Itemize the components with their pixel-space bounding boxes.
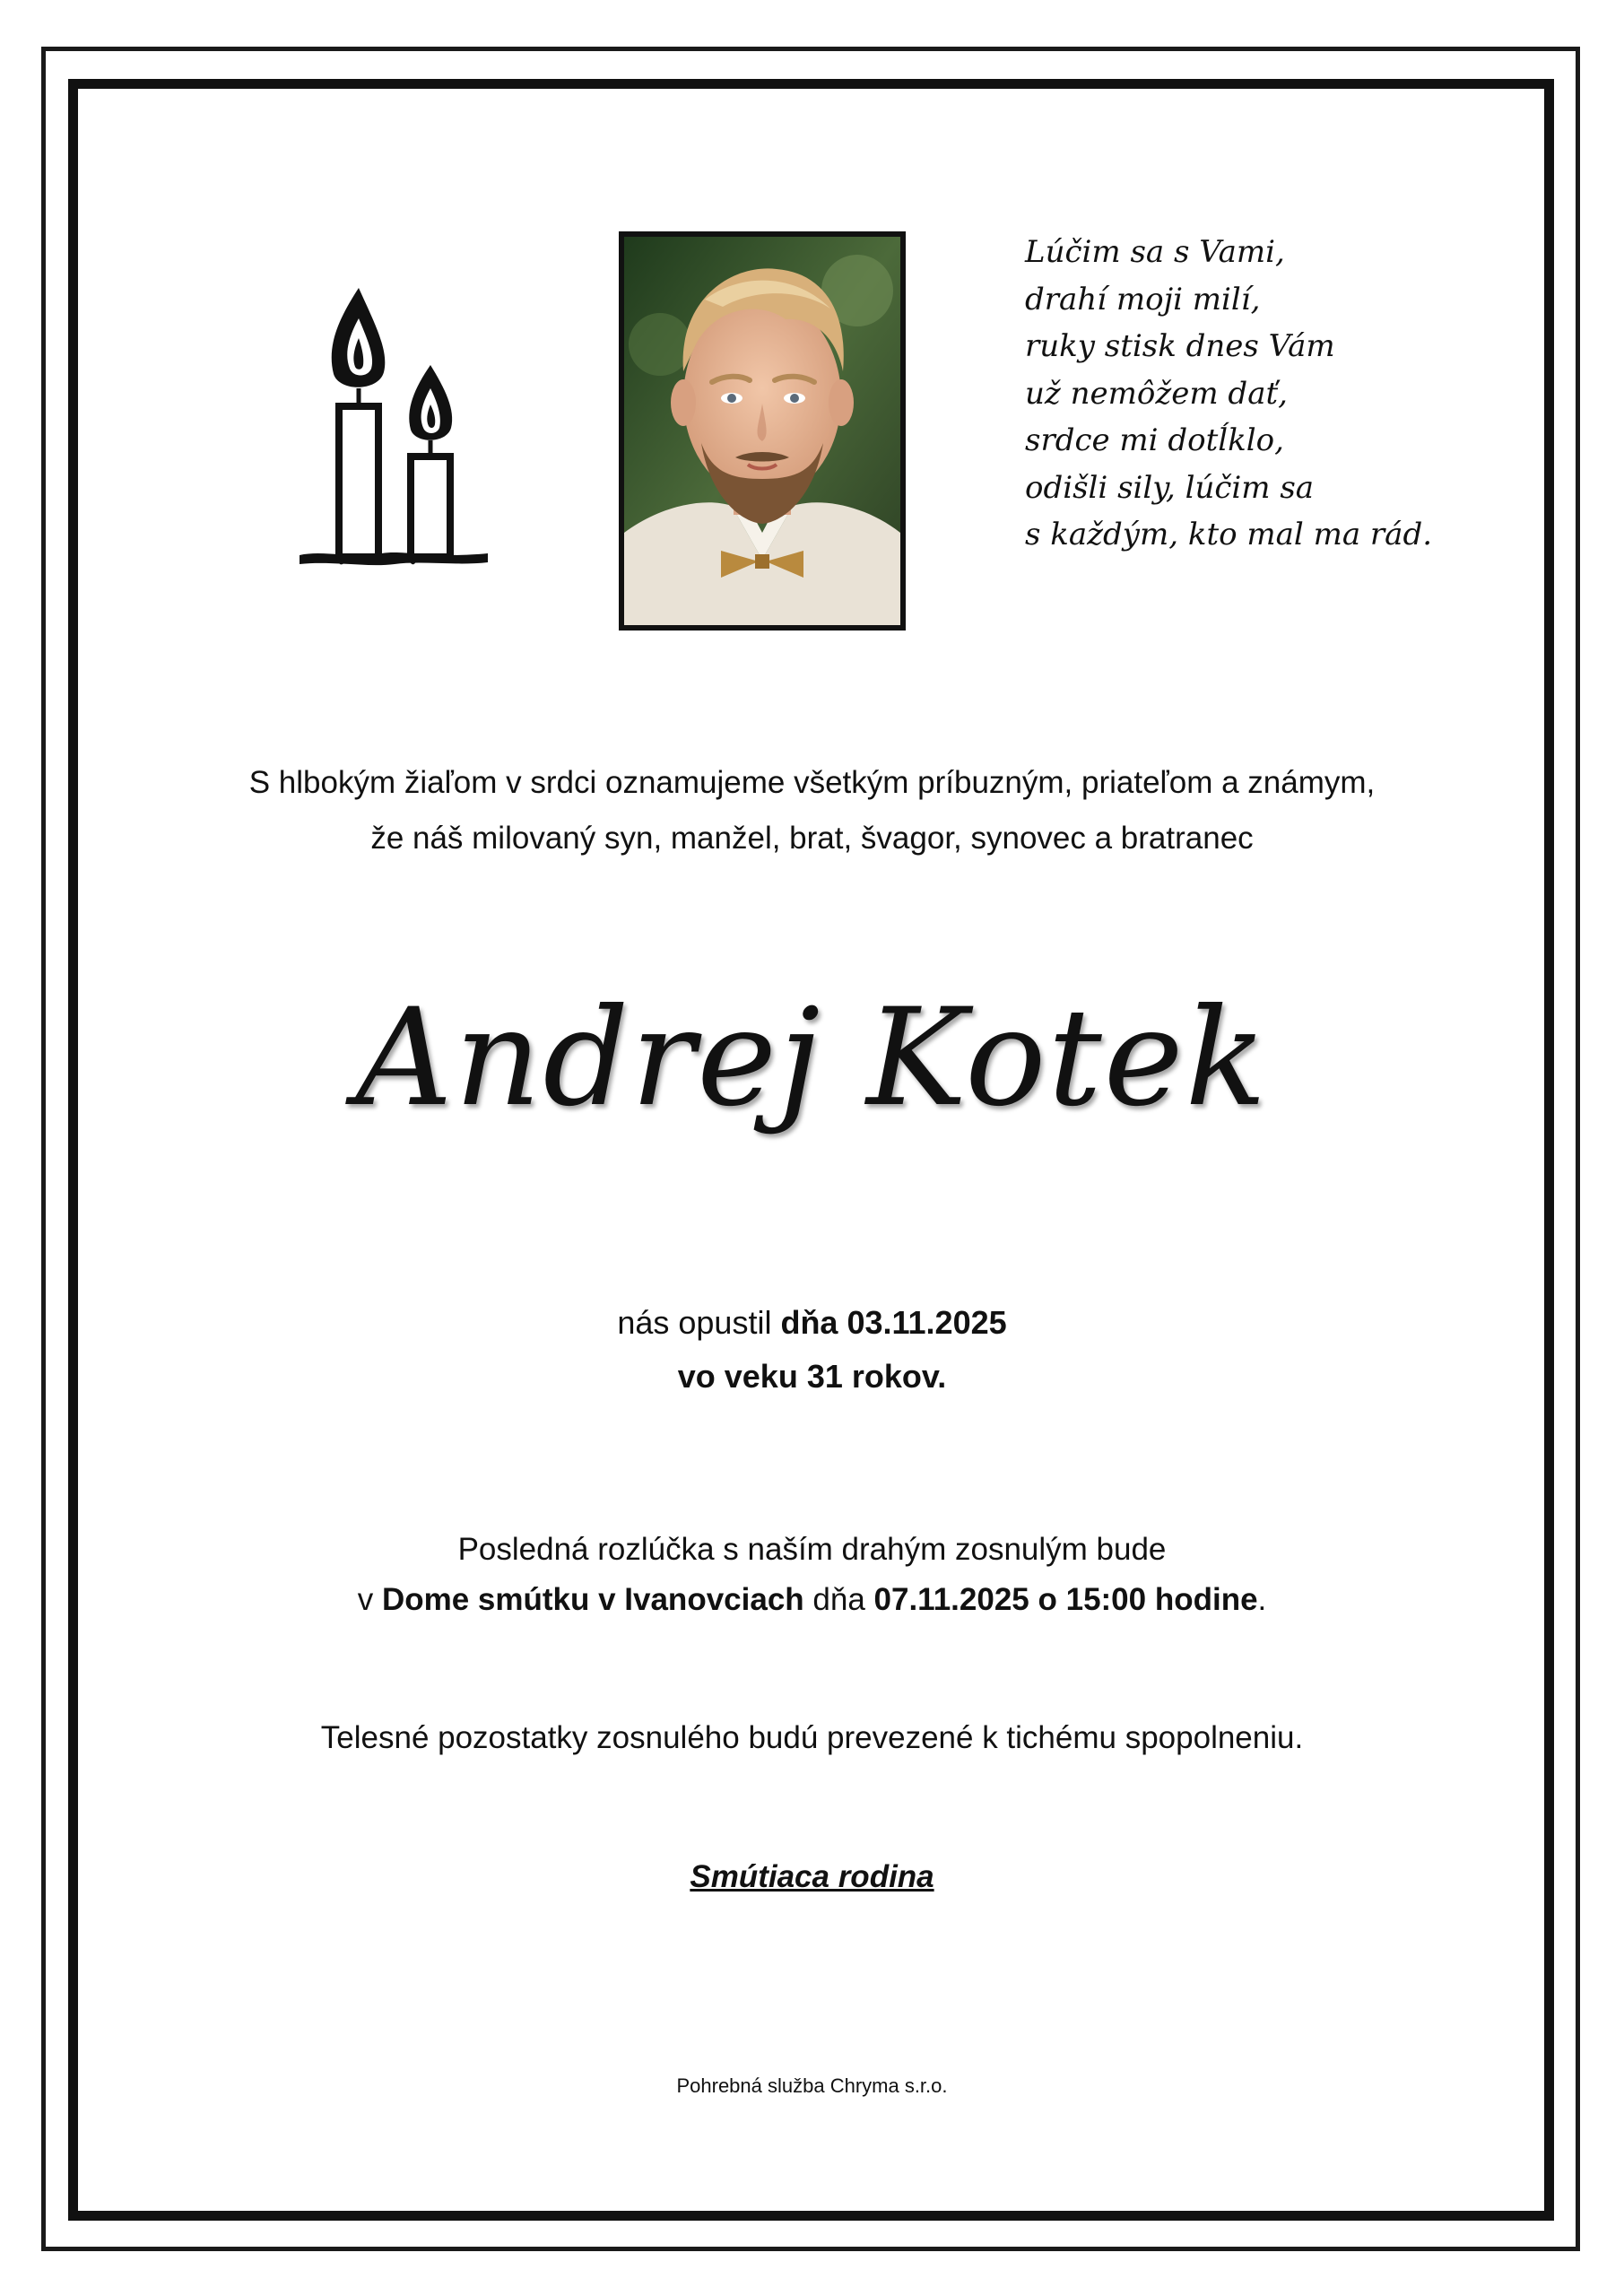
poem-line: ruky stisk dnes Vám bbox=[1025, 328, 1335, 364]
poem-line: s každým, kto mal ma rád. bbox=[1025, 517, 1433, 552]
announcement-intro bbox=[0, 755, 1624, 866]
funeral-service-footer: Pohrebná služba Chryma s.r.o. bbox=[676, 2074, 948, 2097]
ceremony-line-2 bbox=[0, 1575, 1624, 1625]
ceremony-info bbox=[0, 1525, 1624, 1625]
ceremony-place: Dome smútku v Ivanovciach bbox=[381, 1582, 804, 1617]
poem-line: odišli sily, lúčim sa bbox=[1025, 469, 1315, 506]
farewell-poem bbox=[1025, 229, 1491, 559]
poem-line: už nemôžem dať, bbox=[1025, 375, 1288, 412]
death-date: dňa 03.11.2025 bbox=[780, 1304, 1007, 1341]
remains-note: Telesné pozostatky zosnulého budú prevezené k tichému spopolneniu. bbox=[320, 1720, 1304, 1755]
ceremony-line-1: Posledná rozlúčka s naším drahým zosnulým bude bbox=[457, 1532, 1167, 1567]
candles-icon bbox=[296, 283, 493, 570]
poem-line: drahí moji milí, bbox=[1025, 281, 1261, 317]
ceremony-prefix: v bbox=[357, 1582, 382, 1617]
death-date-line bbox=[0, 1296, 1624, 1350]
ceremony-middle: dňa bbox=[803, 1582, 874, 1617]
intro-line-1: S hlbokým žiaľom v srdci oznamujeme všetkým príbuzným, priateľom a známym, bbox=[248, 765, 1376, 800]
death-info bbox=[0, 1296, 1624, 1404]
poem-line: Lúčim sa s Vami, bbox=[1025, 234, 1285, 270]
family-signature: Smútiaca rodina bbox=[690, 1859, 934, 1894]
intro-line-2: že náš milovaný syn, manžel, brat, švagor, synovec a bratranec bbox=[370, 821, 1254, 856]
deceased-name: Andrej Kotek bbox=[355, 980, 1269, 1136]
ceremony-suffix: . bbox=[1257, 1582, 1267, 1617]
ceremony-datetime: 07.11.2025 o 15:00 hodine bbox=[873, 1582, 1258, 1617]
poem-line: srdce mi dotĺklo, bbox=[1025, 422, 1284, 458]
portrait-photo bbox=[619, 231, 906, 631]
death-age: vo veku 31 rokov. bbox=[677, 1358, 947, 1395]
death-prefix: nás opustil bbox=[617, 1304, 781, 1341]
